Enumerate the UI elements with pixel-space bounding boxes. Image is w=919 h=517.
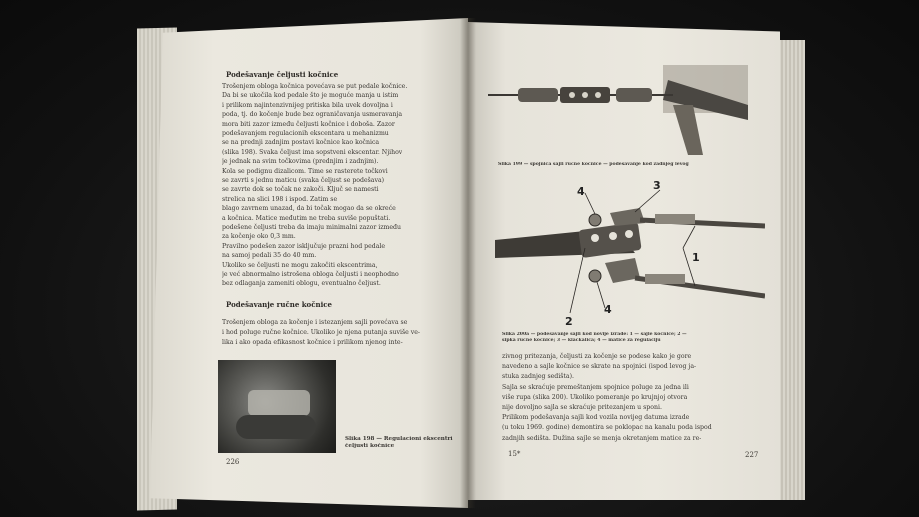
figure-200-cable-diagram [495,178,765,328]
text-line: stuka zadnjeg sedišta). [502,373,574,381]
figure-199-caption: Slika 199 — spojnica sajli ručne kočnice — podešavanje kod zadnjeg levog [498,162,689,167]
text-line: podešavanjem regulacionih ekscentara u mehanizmu [222,130,389,137]
right-page-number: 227 [745,451,759,459]
lever-hole [609,232,617,240]
text-line: podešene čeljusti treba da imaju minimalni zazor između [222,224,401,231]
text-line: navedeno a sajle kočnice se skrate na spojnici (ispod levog ja- [502,363,697,371]
figure-label-4-bottom: 4 [604,304,612,316]
text-line: se na prednji zadnjim postavi kočnice kao kočnica [222,139,380,147]
text-line: blago zavrnem unazad, da bi točak mogao da se okreće [222,205,396,213]
photo-detail [248,390,310,416]
text-line: strelica na slici 198 i ispod. Zatim se [222,195,338,203]
adjust-nut-upper [589,214,601,226]
photo-detail [236,415,316,439]
figure-label-4-top: 4 [577,186,585,198]
figure-200-caption-line-1: Slika 200a — podešavanje sajli kod novije izrade: 1 — sajle kočnice; 2 — [502,332,687,337]
text-line: mora biti zazor između čeljusti kočnice i doboša. Zazor [222,120,395,128]
text-line: Da bi se ukočila kod pedale što je moguće manja u istim [222,92,399,100]
text-line: i hod poluge ručne kočnice. Ukoliko je njena putanja suviše ve- [222,329,421,336]
text-line: i prilikom najintenzivnijeg pritiska bila uvek dovoljna i [222,101,393,109]
adjust-nut-lower [589,270,601,282]
leader-line-2 [570,248,585,313]
figure-198-caption-line-2: čeljusti kočnice [345,443,395,449]
figure-198-caption-line-1: Slika 198 — Regulacioni ekscentri [345,436,453,442]
heading-hand-brake: Podešavanje ručne kočnice [226,300,332,309]
brake-eccentric-photo [218,360,336,453]
figure-200-caption-line-2: šipka ručne kočnice; 3 — klackalica; 4 — matice za regulaciju [502,338,661,343]
leader-line-4-top [585,193,595,214]
text-line: Pravilno podešen zazor isključuje prazni hod pedale [222,242,386,250]
text-line: se zavrte dok se točak ne zakoči. Ključ se namesti [222,186,379,194]
text-line: nije dovoljno sajla se skraćuje pritezanjem u sponi. [502,404,662,411]
left-page-number: 226 [226,458,240,466]
text-line: više rupa (slika 200). Ukoliko pomeranje po krujnjoj otvora [502,393,688,401]
text-line: a kočnica. Matice međutim ne treba suviše popuštati. [222,214,391,222]
coupling-hole [582,92,588,98]
text-line: bez odlaganja zameniti oblogu, eventualno čeljust. [222,280,381,288]
text-line: Kola se podignu dizalicom. Time se rasterete točkovi [222,167,388,175]
figure-label-3: 3 [653,180,661,192]
text-line: na samoj pedali 35 do 40 mm. [222,252,317,260]
text-line: je jednak na svim točkovima (prednjim i zadnjim). [222,158,379,166]
lower-sleeve [645,274,685,284]
coupling-left [518,88,558,102]
upper-sleeve [655,214,695,224]
upper-fork [610,208,645,226]
leader-line-1 [683,226,695,248]
signature-mark: 15* [508,450,521,458]
text-line: se zavrti s jednu maticu (svaka čeljust se podešava) [222,177,385,184]
text-line: poda, tj. do kočenje bude bez ograničavanja usmeravanja [222,111,403,119]
text-line: Prilikom podešavanja sajli kod vozila novijeg datuma izrade [502,414,690,422]
text-line: lika i ako opada efikasnost kočnice i prilikom njenog inte- [222,339,403,346]
text-line: za kočenje oko 0,3 mm. [222,233,296,241]
text-line: Trošenjem obloga kočnica povećava se put pedale kočnice. [222,83,408,90]
lever-hole [591,234,599,242]
heading-brake-shoes: Podešavanje čeljusti kočnice [226,70,339,79]
text-line: je već abnormalno istrošena obloga čeljusti i neophodno [222,271,399,278]
text-line: (u toku 1969. godine) demontira se poklopac na kanalu poda ispod [502,424,712,432]
leader-line-3 [635,190,660,212]
lever-hole [625,230,633,238]
coupling-right [616,88,652,102]
figure-199-cable-coupling [488,60,758,160]
text-line: zadnjih sedišta. Dužina sajle se menja okretanjem matice za re- [502,434,702,442]
figure-label-1: 1 [692,252,700,264]
text-line: Trošenjem obloga za kočenje i istezanjem sajli povećava se [222,319,408,326]
text-line: zivnog pritezanja, čeljusti za kočenje se podese kako je gore [502,353,692,360]
text-line: (slika 198). Svaka čeljust ima sopstveni ekscentar. Njihov [222,148,403,156]
coupling-hole [595,92,601,98]
lower-fork [605,258,640,283]
text-line: Sajla se skraćuje premeštanjem spojnice poluge za jedna ili [502,383,689,391]
figure-label-2: 2 [565,316,573,328]
coupling-hole [569,92,575,98]
book-gutter [460,18,476,508]
text-line: Ukoliko se čeljusti ne mogu zakočiti ekscentrima, [222,261,378,269]
